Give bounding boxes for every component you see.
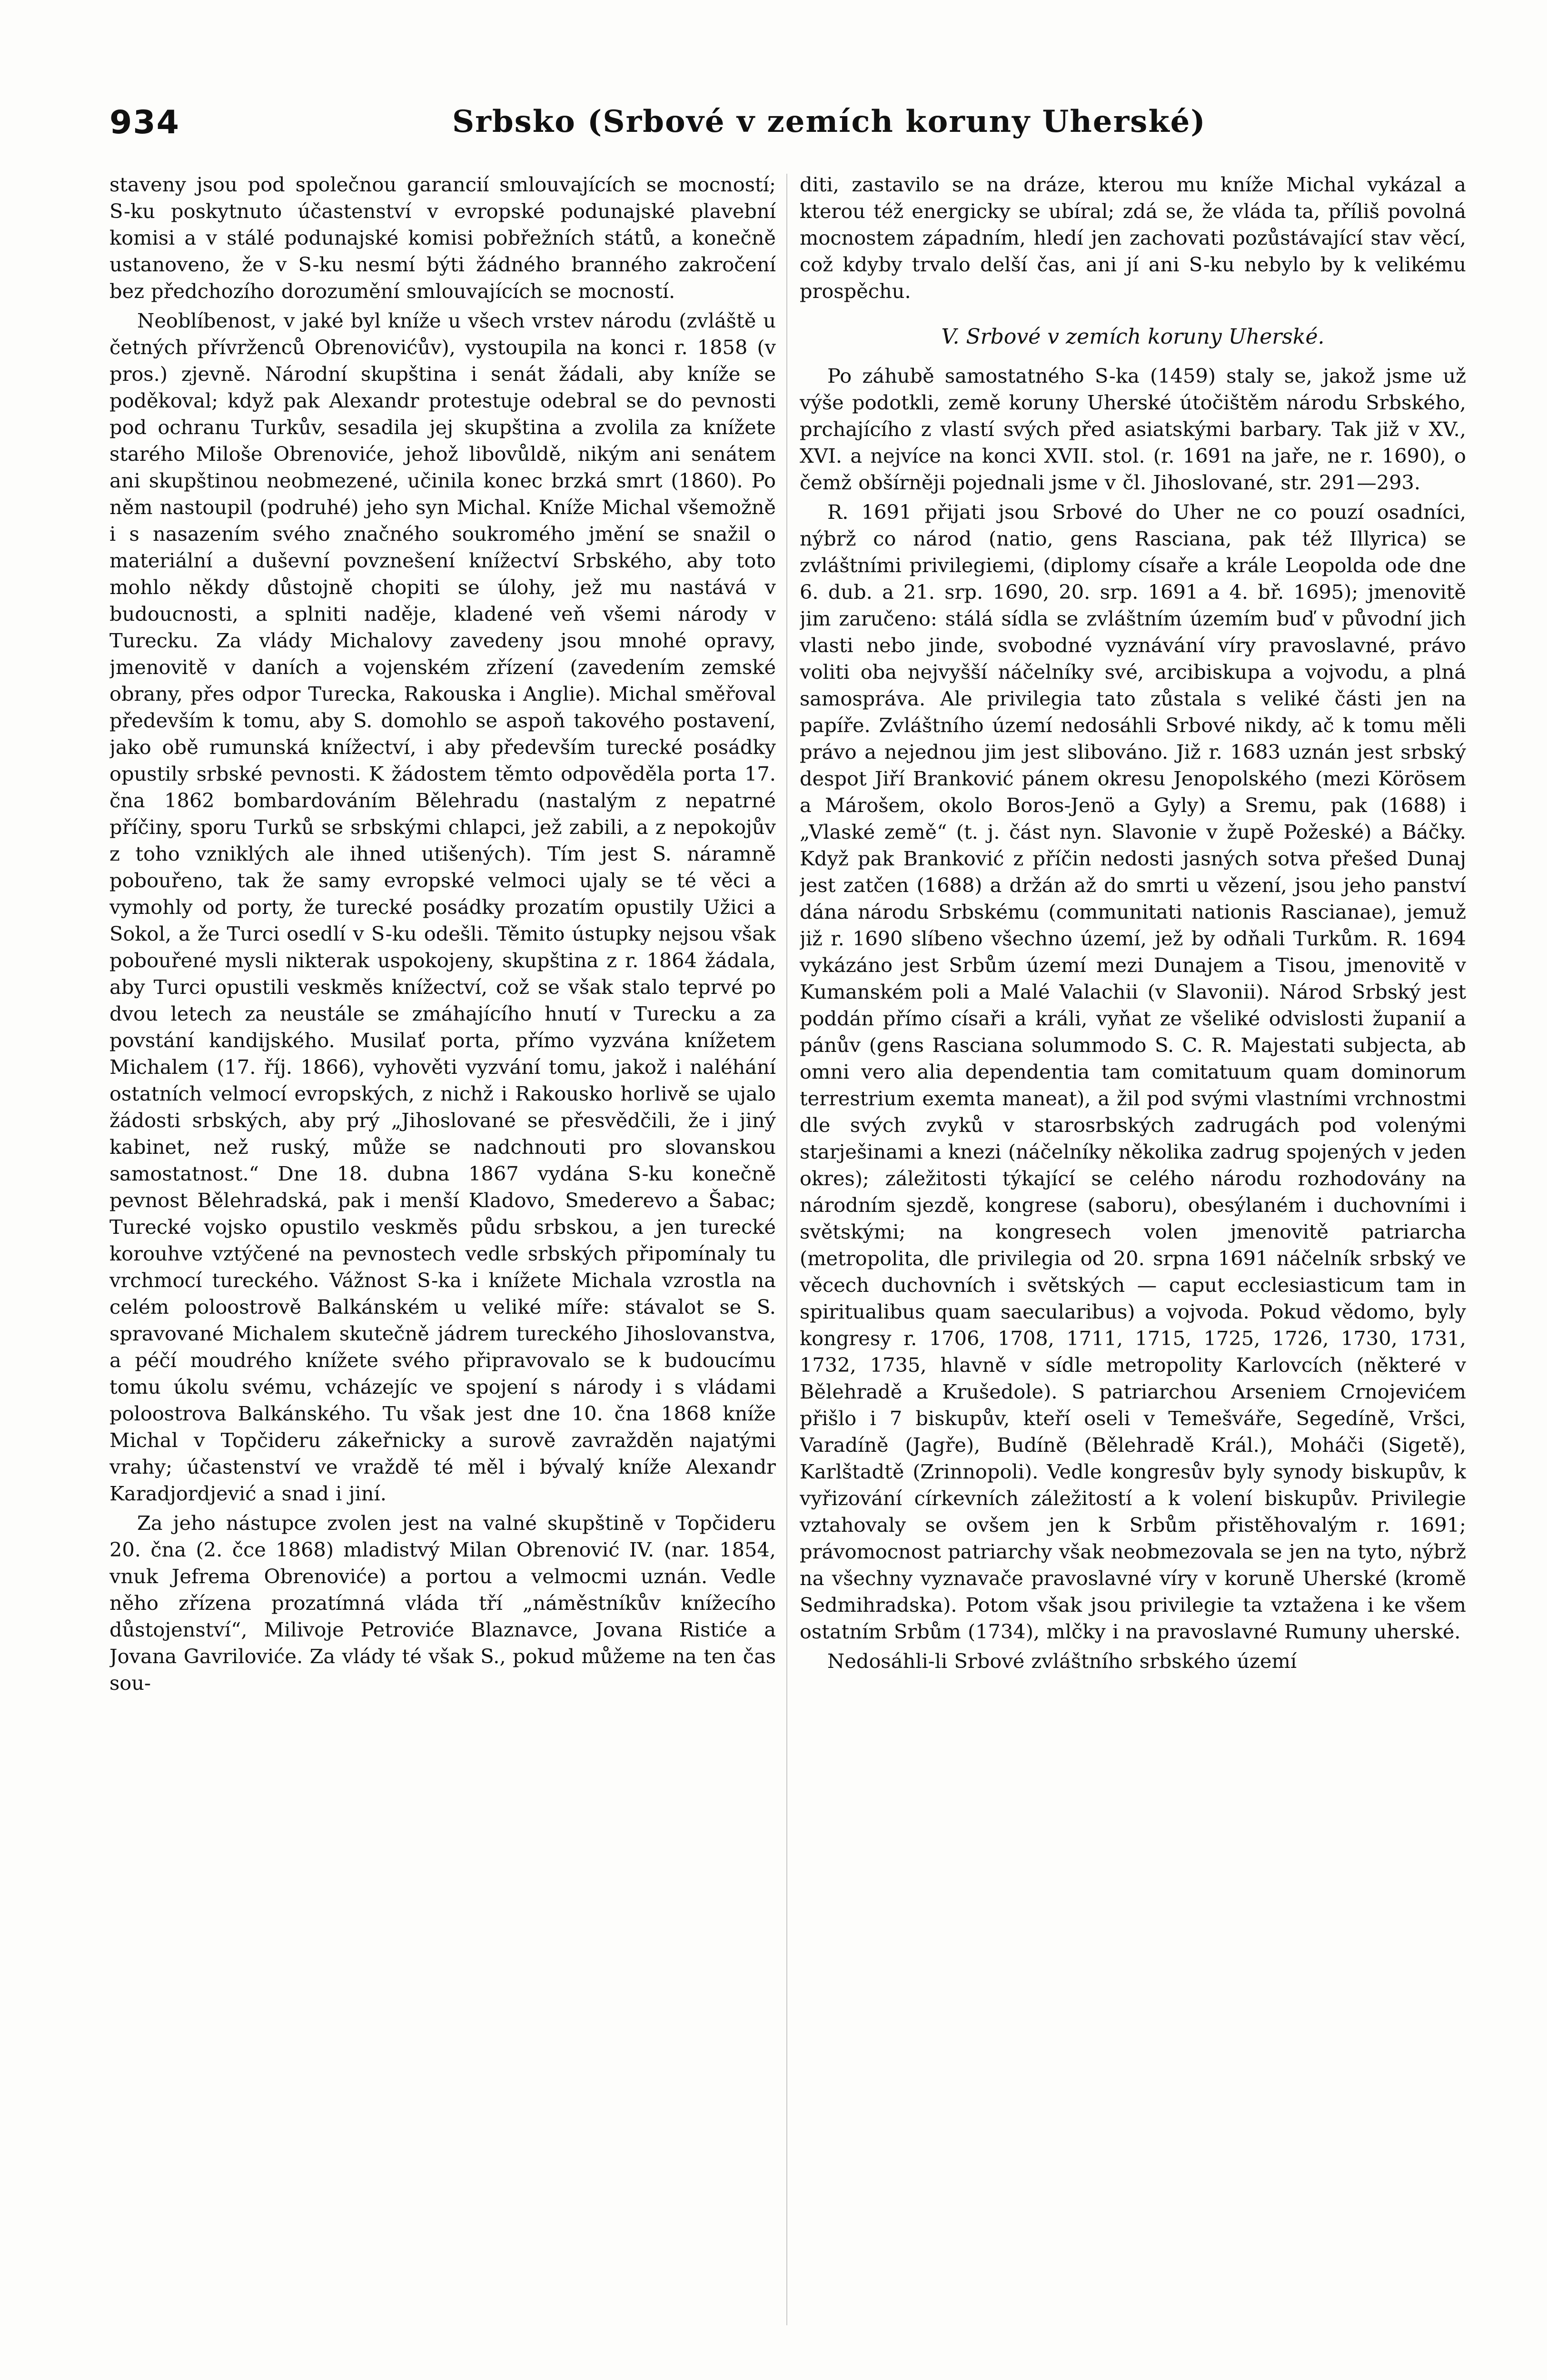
paragraph: Po záhubě samostatného S-ka (1459) staly se, jakož jsme už výše podotkli, země koruny Uherské útočištěm národu Srbského, prchajícího z vlastí svých před asiatskými barbary. Tak již v XV., XVI. a nejvíce na konci XVII. stol. (r. 1691 na jaře, ne r. 1690), o čemž obšírněji pojednali jsme v čl. Jihoslované, str. 291—293. (800, 364, 1466, 494)
paragraph: Za jeho nástupce zvolen jest na valné skupštině v Topčideru 20. čna (2. čce 1868) mladistvý Milan Obrenović IV. (nar. 1854, vnuk Jefrema Obrenoviće) a portou a velmocmi uznán. Vedle něho zřízena prozatímná vláda tří „náměstníkův knížecího důstojenství“, Milivoje Petroviće Blaznavce, Jovana Ristiće a Jovana Gavriloviće. Za vlády té však S., pokud můžeme na ten čas sou- (109, 1511, 776, 1695)
page-number: 934 (109, 104, 180, 141)
paragraph: Nedosáhli-li Srbové zvláštního srbského území (827, 1649, 1297, 1673)
paragraph: staveny jsou pod společnou garancií smlouvajících se mocností; S-ku poskytnuto účastenství v evropské podunajské plavební komisi a v stálé podunajské komisi pobřežních států, a konečně ustanoveno, že v S-ku nesmí býti žádného branného zakročení bez předchozího dorozumění smlouvajících se mocností. (109, 173, 776, 303)
page-header (109, 104, 1442, 161)
left-column (109, 171, 776, 2361)
paragraph: Neoblíbenost, v jaké byl kníže u všech vrstev národu (zvláště u četných přívrženců Obrenovićův), vystoupila na konci r. 1858 (v pros.) zjevně. Národní skupština i senát žádali, aby kníže se poděkoval; když pak Alexandr protestuje odebral se do pevnosti pod ochranu Turkův, sesadila jej skupština a zvolila za knížete starého Miloše Obrenoviće, jehož libovůldě, nikým ani senátem ani skupštinou neobmezené, učinila konec brzká smrt (1860). Po něm nastoupil (podruhé) jeho syn Michal. Kníže Michal všemožně i s nasazením svého značného soukromého jmění se snažil o materiální a duševní povznešení knížectví Srbského, aby toto mohlo někdy důstojně chopiti se úlohy, jež mu nastává v budoucnosti, a splniti naděje, kladené veň všemi národy v Turecku. Za vlády Michalovy zavedeny jsou mnohé opravy, jmenovitě v daních a vojenském zřízení (zavedením zemské obrany, přes odpor Turecka, Rakouska i Anglie). Michal směřoval především k tomu, aby S. domohlo se aspoň takového postavení, jako obě rumunská knížectví, i aby především turecké posádky opustily srbské pevnosti. K žádostem těmto odpověděla porta 17. čna 1862 bombardováním Bělehradu (nastalým z nepatrné příčiny, sporu Turků se srbskými chlapci, jež zabili, a z nepokojův z toho vzniklých ale ihned utišených). Tím jest S. náramně pobouřeno, tak že samy evropské velmoci ujaly se té věci a vymohly od porty, že turecké posádky prozatím opustily Užici a Sokol, a že Turci osedlí v S-ku odešli. Těmito ústupky nejsou však pobouřené mysli nikterak uspokojeny, skupština z r. 1864 žádala, aby Turci opustili veskměs knížectví, což se však stalo teprvé po dvou letech za neustále se zmáhajícího hnutí v Turecku a za povstání kandijského. Musilať porta, přímo vyzvána knížetem Michalem (17. říj. 1866), vyhověti vyzvání tomu, jakož i naléhání ostatních velmocí evropských, z nichž i Rakousko horlivě se ujalo žádosti srbských, aby prý „Jihoslované se přesvědčili, že i jiný kabinet, než ruský, může se nadchnouti pro slovanskou samostatnost.“ Dne 18. dubna 1867 vydána S-ku konečně pevnost Bělehradská, pak i menší Kladovo, Smederevo a Šabac; Turecké vojsko opustilo veskměs půdu srbskou, a jen turecké korouhve vztýčené na pevnostech vedle srbských připomínaly tu vrchmocí tureckého. Vážnost S-ka i knížete Michala vzrostla na celém poloostrově Balkánském u veliké míře: stávalot se S. spravované Michalem skutečně jádrem tureckého Jihoslovanstva, a péčí moudrého knížete svého připravovalo se k budoucímu tomu úkolu svému, vcházejíc ve spojení s národy i s vládami poloostrova Balkánského. Tu však jest dne 10. čna 1868 kníže Michal v Topčideru zákeřnicky a surově zavražděn najatými vrahy; účastenství ve vraždě té měl i bývalý kníže Alexandr Karadjordjević a snad i jiní. (109, 309, 776, 1505)
paragraph: diti, zastavilo se na dráze, kterou mu kníže Michal vykázal a kterou též energicky se ubíral; zdá se, že vláda ta, příliš povolná mocnostem západním, hledí jen zachovati pozůstávající stav věcí, což kdyby trvalo delší čas, ani jí ani S-ku nebylo by k velikému prospěchu. (800, 173, 1466, 303)
running-head: Srbsko (Srbové v zemích koruny Uherské) (452, 104, 1206, 139)
paragraph: R. 1691 přijati jsou Srbové do Uher ne co pouzí osadníci, nýbrž co národ (natio, gens Rasciana, pak též Illyrica) se zvláštními privilegiemi, (diplomy císaře a krále Leopolda ode dne 6. dub. a 21. srp. 1690, 20. srp. 1691 a 4. bř. 1695); jmenovitě jim zaručeno: stálá sídla se zvláštním územím buď v původní jich vlasti nebo jinde, svobodné vyznávání víry pravoslavné, právo voliti oba nejvyšší náčelníky své, arcibiskupa a vojvodu, a plná samospráva. Ale privilegia tato zůstala s veliké části jen na papíře. Zvláštního území nedosáhli Srbové nikdy, ač k tomu měli právo a nejednou jim jest slibováno. Již r. 1683 uznán jest srbský despot Jiří Branković pánem okresu Jenopolského (mezi Körösem a Márošem, okolo Boros-Jenö a Gyly) a Sremu, pak (1688) i „Vlaské země“ (t. j. část nyn. Slavonie v župě Požeské) a Báčky. Když pak Branković z příčin nedosti jasných sotva přešed Dunaj jest zatčen (1688) a držán až do smrti u vězení, jsou jeho panství dána národu Srbskému (communitati nationis Rascianae), jemuž již r. 1690 slíbeno všechno území, jež by odňali Turkům. R. 1694 vykázáno jest Srbům území mezi Dunajem a Tisou, jmenovitě v Kumanském poli a Malé Valachii (v Slavonii). Národ Srbský jest poddán přímo císaři a králi, vyňat ze všeliké odvislosti županií a pánův (gens Rasciana solummodo S. C. R. Majestati subjecta, ab omni vero alia dependentia tam comitatuum quam dominorum terrestrium exemta maneat), a žil pod svými vlastními vrchnostmi dle svých zvyků v starosrbských zadrugách pod volenými starješinami a knezi (náčelníky několika zadrug spojených v jeden okres); záležitosti týkající se celého národu rozhodovány na národním sjezdě, kongrese (saboru), obesýlaném i duchovními i světskými; na kongresech volen jmenovitě patriarcha (metropolita, dle privilegia od 20. srpna 1691 náčelník srbský ve věcech duchovních i světských — caput ecclesiasticum tam in spiritualibus quam saecularibus) a vojvoda. Pokud vědomo, byly kongresy r. 1706, 1708, 1711, 1715, 1725, 1726, 1730, 1731, 1732, 1735, hlavně v sídle metropolity Karlovcích (některé v Bělehradě a Krušedole). S patriarchou Arseniem Crnojevićem přišlo i 7 biskupův, kteří oseli v Temešváře, Segedíně, Vršci, Varadíně (Jagře), Budíně (Bělehradě Král.), Moháči (Sigetě), Karlštadtě (Zrinnopoli). Vedle kongresův byly synody biskupův, k vyřizování církevních záležitostí a k volení biskupův. Privilegie vztahovaly se ovšem jen k Srbům přistěhovalým r. 1691; právomocnost patriarchy však neobmezovala se jen na tyto, nýbrž na všechny vyznavače pravoslavné víry v koruně Uherské (kromě Sedmihradska). Potom však jsou privilegie ta vztažena i ke všem ostatním Srbům (1734), mlčky i na pravoslavné Rumuny uherské. (800, 500, 1466, 1643)
right-column (800, 171, 1466, 2361)
section-heading: V. Srbové v zemích koruny Uherské. (941, 325, 1325, 349)
column-divider (786, 174, 787, 2325)
